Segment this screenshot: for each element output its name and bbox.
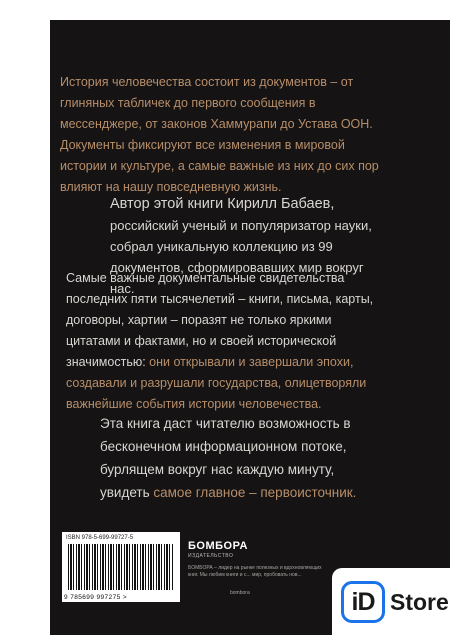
closing-paragraph [100,412,380,504]
isbn-label: ISBN 978-5-699-99727-5 [66,535,134,541]
publisher-url: bombora [230,590,250,596]
documents-accent: они открывали и завершали эпохи, создавали и разрушали государства, олицетворяли важнейшие события истории человечества. [66,355,367,411]
author-rest: российский ученый и популяризатор науки, собрал уникальную коллекцию из 99 документов, сформировавших мир вокруг нас. [110,218,372,296]
idstore-badge-icon: iD [341,581,385,623]
closing-accent: самое главное – первоисточник. [153,485,357,500]
isbn-barcode [62,532,180,602]
intro-paragraph: История человечества состоит из документов – от глиняных табличек до первого сообщения в мессенджере, от законов Хаммурапи до Устава ООН. Документы фиксируют все изменения в мировой истории и культуре, а самые важные из них до сих пор влияют на нашу повседневную жизнь. [60,75,379,194]
publisher-description: БОМБОРА – лидер на рынке полезных и вдохновляющих книг. Мы любим книги и с... мир, пробовать нов... [188,565,322,578]
barcode-bars [68,544,174,590]
idstore-watermark [332,568,458,638]
barcode-number: 9 785699 997275 > [64,594,128,601]
idstore-word: Store [390,589,449,615]
documents-paragraph [66,268,382,415]
author-lead: Автор этой книги Кирилл Бабаев, [110,196,335,212]
publisher-subtitle: ИЗДАТЕЛЬСТВО [188,553,234,559]
closing-main: Эта книга даст читателю возможность в бесконечном информационном потоке, бурлящем вокруг нас каждую минуту, увидеть [100,416,351,500]
documents-main: Самые важные документальные свидетельства последних пяти тысячелетий – книги, письма, карты, договоры, хартии – поразят не только яркими цитатами и фактами, но и своей исторической значимостью: [66,271,374,369]
publisher-logo: БОМБОРА [188,540,248,552]
